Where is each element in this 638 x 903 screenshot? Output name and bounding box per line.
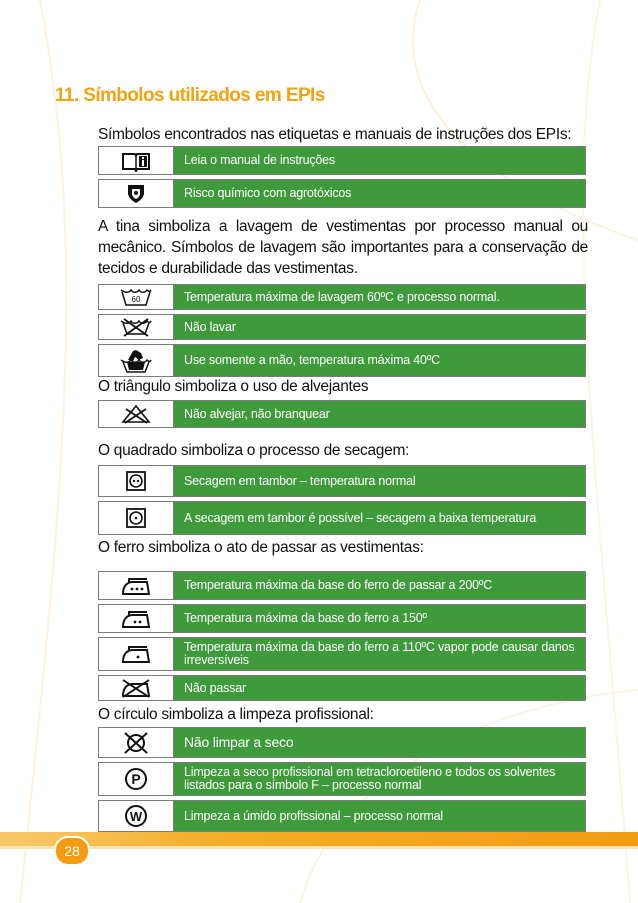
do-not-wash-icon bbox=[99, 315, 174, 339]
iron-symbols-table bbox=[98, 571, 586, 705]
table-row bbox=[98, 314, 586, 340]
table-row bbox=[98, 727, 586, 758]
wash-label: Temperatura máxima de lavagem 60ºC e processo normal. bbox=[174, 285, 585, 309]
table-row bbox=[98, 179, 586, 208]
dry-label: Secagem em tambor – temperatura normal bbox=[174, 466, 585, 496]
clean-label: Limpeza a úmido profissional – processo normal bbox=[174, 801, 585, 831]
dry-clean-letter: P bbox=[131, 771, 141, 787]
clean-label: Não limpar a seco bbox=[174, 728, 585, 757]
do-not-iron-icon bbox=[99, 676, 174, 700]
wash-label: Não lavar bbox=[174, 315, 585, 339]
tumble-dry-normal-icon bbox=[99, 466, 174, 496]
table-row bbox=[98, 465, 586, 497]
table-row bbox=[98, 400, 586, 428]
wash-label: Use somente a mão, temperatura máxima 40ºC bbox=[174, 345, 585, 376]
table-row bbox=[98, 344, 586, 377]
iron-two-dots-icon bbox=[99, 605, 174, 632]
table-row bbox=[98, 284, 586, 310]
dry-clean-p-icon bbox=[99, 763, 174, 795]
clean-label: Limpeza a seco profissional em tetracloroetileno e todos os solventes listados para o símbolo F – processo normal bbox=[174, 763, 585, 795]
iron-one-dot-icon bbox=[99, 638, 174, 670]
table-row bbox=[98, 604, 586, 633]
chemical-risk-shield-icon bbox=[99, 180, 174, 207]
hand-wash-icon bbox=[99, 345, 174, 376]
iron-text: O ferro simboliza o ato de passar as vestimentas: bbox=[98, 539, 424, 556]
dry-label: A secagem em tambor é possível – secagem a baixa temperatura bbox=[174, 502, 585, 534]
epi-symbols-table bbox=[98, 146, 586, 212]
epi-label: Risco químico com agrotóxicos bbox=[174, 180, 585, 207]
bleach-text: O triângulo simboliza o uso de alvejantes bbox=[98, 378, 369, 395]
dry-symbols-table bbox=[98, 465, 586, 539]
iron-label: Temperatura máxima da base do ferro a 150º bbox=[174, 605, 585, 632]
tumble-dry-low-icon bbox=[99, 502, 174, 534]
clean-text: O círculo simboliza a limpeza profissional: bbox=[98, 706, 374, 723]
iron-label: Não passar bbox=[174, 676, 585, 700]
epi-label: Leia o manual de instruções bbox=[174, 147, 585, 174]
dry-text: O quadrado simboliza o processo de secagem: bbox=[98, 442, 410, 459]
do-not-dry-clean-icon bbox=[99, 728, 174, 757]
iron-label: Temperatura máxima da base do ferro a 110ºC vapor pode causar danos irreversíveis bbox=[174, 638, 585, 670]
table-row bbox=[98, 762, 586, 796]
iron-three-dots-icon bbox=[99, 572, 174, 599]
bleach-symbols-table bbox=[98, 400, 586, 432]
bleach-label: Não alvejar, não branquear bbox=[174, 401, 585, 427]
wash-symbols-table bbox=[98, 284, 586, 381]
wash-60-tub-icon bbox=[99, 285, 174, 309]
wash-text: A tina simboliza a lavagem de vestimentas por processo manual ou mecânico. Símbolos de lavagem são importantes para a conservação de tecidos e durabilidade das vestimentas. bbox=[98, 218, 588, 277]
manual-book-icon bbox=[99, 147, 174, 174]
table-row bbox=[98, 501, 586, 535]
iron-label: Temperatura máxima da base do ferro de passar a 200ºC bbox=[174, 572, 585, 599]
table-row bbox=[98, 571, 586, 600]
do-not-bleach-icon bbox=[99, 401, 174, 427]
wet-clean-letter: W bbox=[129, 809, 143, 824]
table-row bbox=[98, 675, 586, 701]
page-title: 11. Símbolos utilizados em EPIs bbox=[55, 85, 325, 106]
table-row bbox=[98, 146, 586, 175]
table-row bbox=[98, 637, 586, 671]
intro-text: Símbolos encontrados nas etiquetas e manuais de instruções dos EPIs: bbox=[98, 126, 572, 143]
wet-clean-w-icon bbox=[99, 801, 174, 831]
table-row bbox=[98, 800, 586, 832]
page-number: 28 bbox=[54, 836, 90, 866]
tub-number: 60 bbox=[131, 295, 141, 304]
clean-symbols-table bbox=[98, 727, 586, 836]
footer-line bbox=[0, 846, 638, 849]
footer-band bbox=[0, 832, 638, 846]
